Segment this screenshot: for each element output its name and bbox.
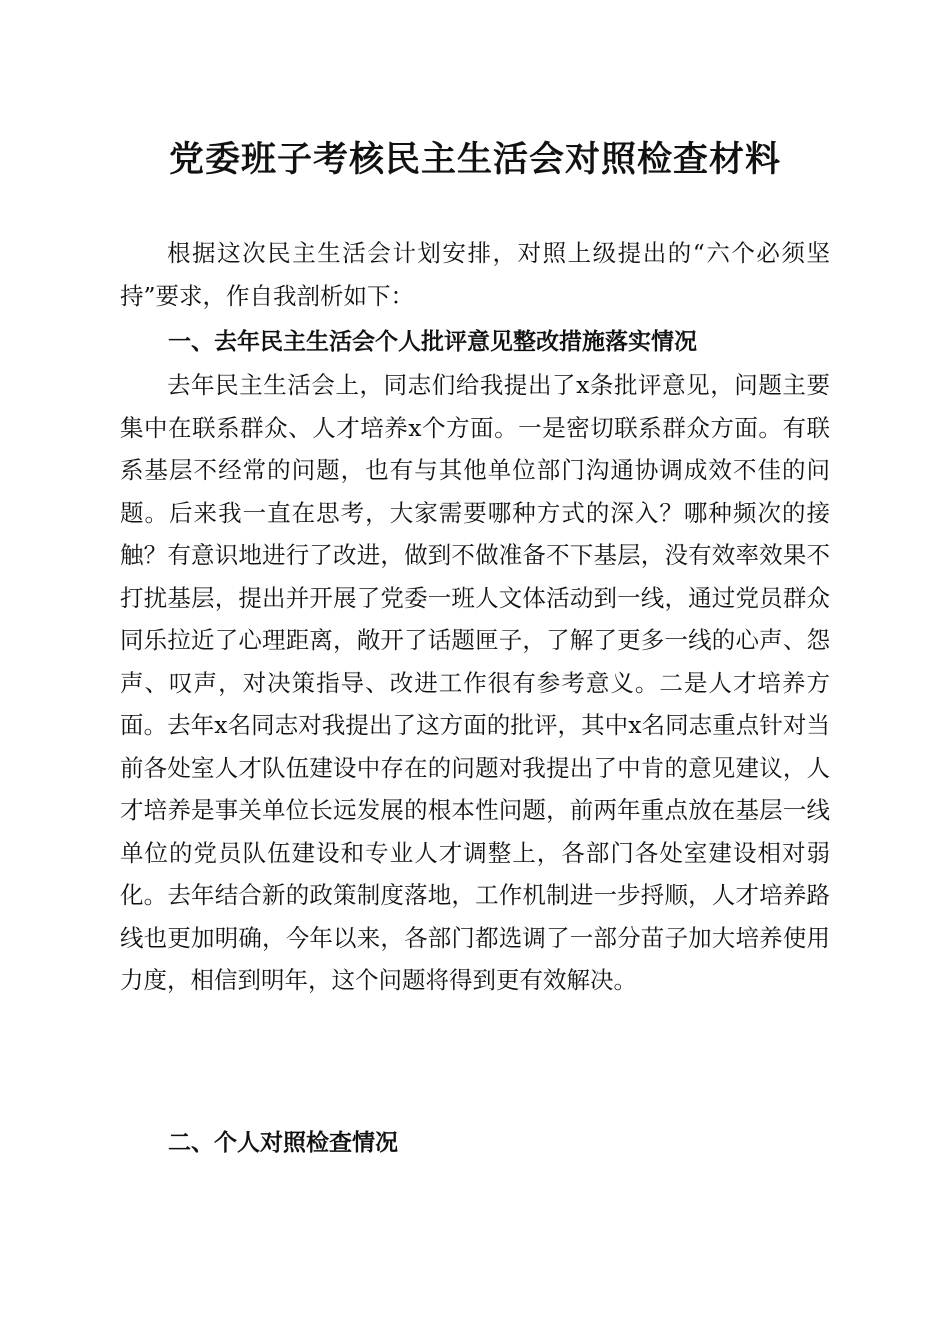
- section-heading-2: 二、个人对照检查情况: [168, 1130, 398, 1156]
- section-heading-1: 一、去年民主生活会个人批评意见整改措施落实情况: [168, 329, 697, 355]
- document-title: 党委班子考核民主生活会对照检查材料: [168, 139, 781, 180]
- section-1-paragraph: 去年民主生活会上，同志们给我提出了x条批评意见，问题主要集中在联系群众、人才培养x个方面。一是密切联系群众方面。有联系基层不经常的问题，也有与其他单位部门沟通协调成效不佳的问题。后来我一直在思考，大家需要哪种方式的深入？哪种频次的接触？有意识地进行了改进，做到不做准备不下基层，没有效率效果不打扰基层，提出并开展了党委一班人文体活动到一线，通过党员群众同乐拉近了心理距离，敞开了话题匣子，了解了更多一线的心声、怨声、叹声，对决策指导、改进工作很有参考意义。二是人才培养方面。去年x名同志对我提出了这方面的批评，其中x名同志重点针对当前各处室人才队伍建设中存在的问题对我提出了中肯的意见建议，人才培养是事关单位长远发展的根本性问题，前两年重点放在基层一线单位的党员队伍建设和专业人才调整上，各部门各处室建设相对弱化。去年结合新的政策制度落地，工作机制进一步捋顺，人才培养路线也更加明确，今年以来，各部门都选调了一部分苗子加大培养使用力度，相信到明年，这个问题将得到更有效解决。: [120, 371, 830, 994]
- intro-paragraph: 根据这次民主生活会计划安排，对照上级提出的“六个必须坚持”要求，作自我剖析如下：: [120, 239, 830, 310]
